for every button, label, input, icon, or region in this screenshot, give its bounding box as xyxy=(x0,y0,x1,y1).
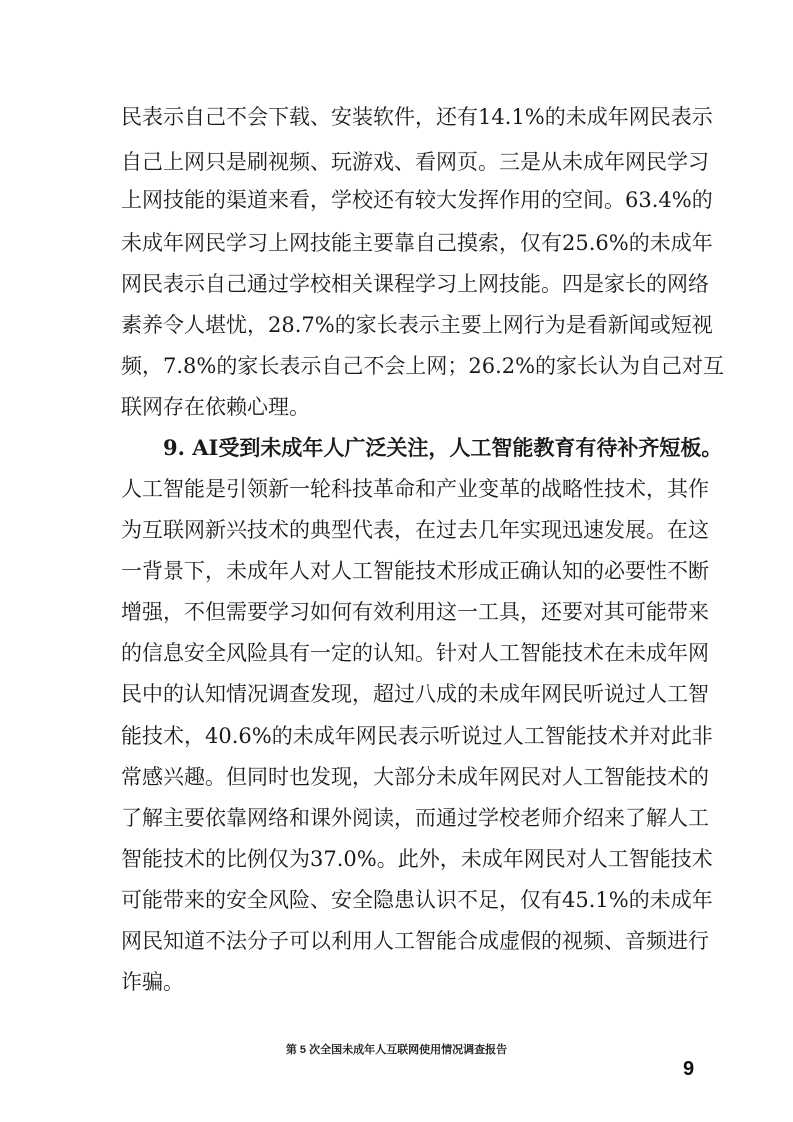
body-text-line: 为互联网新兴技术的典型代表，在过去几年实现迅速发展。在这 xyxy=(121,518,709,542)
body-text-line: 未成年网民学习上网技能主要靠自己摸索，仅有25.6%的未成年 xyxy=(121,231,713,255)
body-text-line: 智能技术的比例仅为37.0%。此外，未成年网民对人工智能技术 xyxy=(121,847,713,871)
body-text-line: 的信息安全风险具有一定的认知。针对人工智能技术在未成年网 xyxy=(121,641,709,665)
body-text-line: 网民表示自己通过学校相关课程学习上网技能。四是家长的网络 xyxy=(121,272,709,296)
body-text-line: 频，7.8%的家长表示自己不会上网；26.2%的家长认为自己对互 xyxy=(121,354,725,378)
body-text-line: 诈骗。 xyxy=(121,970,184,994)
body-text-line: 民中的认知情况调查发现，超过八成的未成年网民听说过人工智 xyxy=(121,682,709,706)
body-text-line: 上网技能的渠道来看，学校还有较大发挥作用的空间。63.4%的 xyxy=(121,188,713,212)
body-text-line: 一背景下，未成年人对人工智能技术形成正确认知的必要性不断 xyxy=(121,559,709,583)
page-number: 9 xyxy=(683,1058,695,1080)
body-text-line: 人工智能是引领新一轮科技革命和产业变革的战略性技术，其作 xyxy=(121,477,709,501)
body-text-line: 常感兴趣。但同时也发现，大部分未成年网民对人工智能技术的 xyxy=(121,765,709,789)
body-text-line: 可能带来的安全风险、安全隐患认识不足，仅有45.1%的未成年 xyxy=(121,888,713,912)
body-text-line: 素养令人堪忧，28.7%的家长表示主要上网行为是看新闻或短视 xyxy=(121,313,713,337)
body-text-line: 联网存在依赖心理。 xyxy=(121,395,310,419)
body-text-line: 民表示自己不会下载、安装软件，还有14.1%的未成年网民表示 xyxy=(121,105,713,129)
section-heading: 9. AI受到未成年人广泛关注，人工智能教育有待补齐短板。 xyxy=(163,435,723,460)
footer-title: 第 5 次全国未成年人互联网使用情况调查报告 xyxy=(285,1044,508,1056)
body-text-line: 能技术，40.6%的未成年网民表示听说过人工智能技术并对此非 xyxy=(121,724,713,748)
body-text-line: 网民知道不法分子可以利用人工智能合成虚假的视频、音频进行 xyxy=(121,929,709,953)
body-text-line: 自己上网只是刷视频、玩游戏、看网页。三是从未成年网民学习 xyxy=(121,150,709,174)
body-text-line: 了解主要依靠网络和课外阅读，而通过学校老师介绍来了解人工 xyxy=(121,806,709,830)
body-text-line: 增强，不但需要学习如何有效利用这一工具，还要对其可能带来 xyxy=(121,600,709,624)
